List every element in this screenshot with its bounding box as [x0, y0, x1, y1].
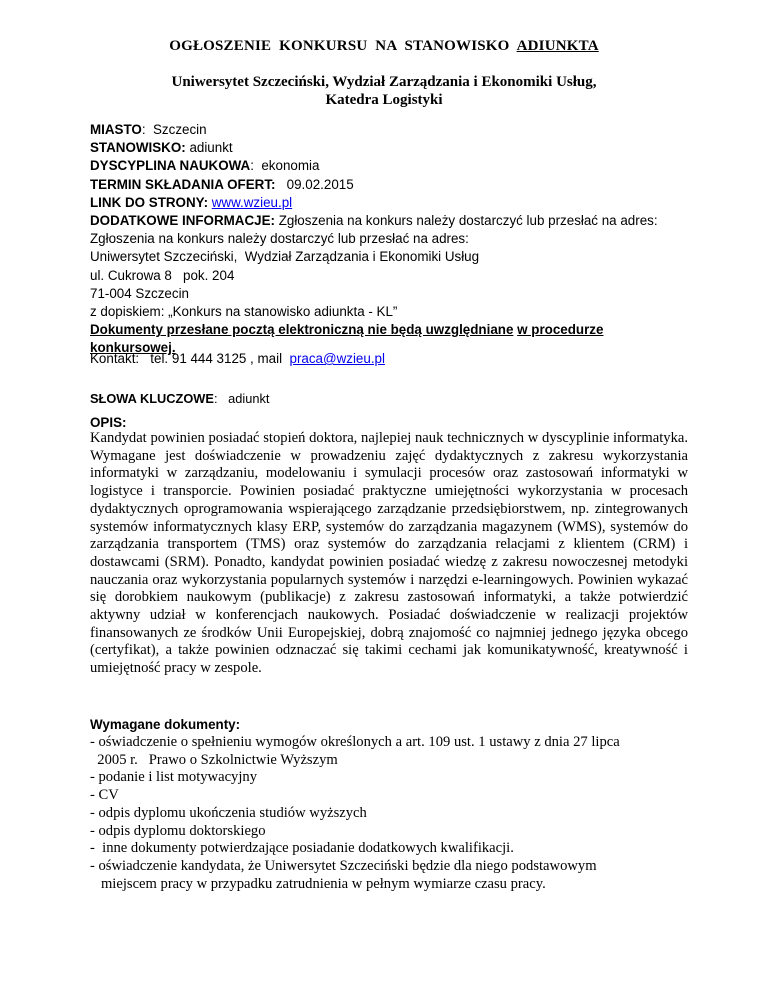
deadline-label: TERMIN SKŁADANIA OFERT: — [90, 176, 276, 192]
department-name: Katedra Logistyki — [325, 92, 443, 108]
position-value: adiunkt — [185, 140, 233, 156]
list-item: - oświadczenie o spełnieniu wymogów określonych a art. 109 ust. 1 ustawy z dnia 27 lipca — [90, 734, 620, 750]
keywords-row — [90, 391, 269, 406]
website-link[interactable]: www.wzieu.pl — [211, 194, 293, 210]
address-line: Uniwersytet Szczeciński, Wydział Zarządzania i Ekonomiki Usług — [90, 249, 480, 265]
documents-list — [90, 734, 690, 893]
notice-part-3: konkursowej. — [90, 340, 176, 356]
link-row — [90, 194, 690, 212]
extra-info-label: DODATKOWE INFORMACJE: — [90, 213, 275, 229]
description-text: Kandydat powinien posiadać stopień doktora, najlepiej nauk technicznych w dyscyplinie informatyka. Wymagane jest doświadczenie w prowadzeniu zajęć dydaktycznych z zakresu wykorzystania informatyki w zarządzaniu, modelowaniu i symulacji procesów oraz zastosowań informatyki w logistyce i transporcie. Powinien posiadać praktyczne umiejętności wykorzystania w procesach dydaktycznych oprogramowania wspierającego zarządzanie przedsiębiorstwem, np. zintegrowanych systemów informatycznych klasy ERP, systemów do zarządzania magazynem (WMS), systemów do zarządzania transportem (TMS) oraz systemów do zarządzania relacjami z klientem (CRM) i dostawcami (SRM). Ponadto, kandydat powinien posiadać wiedzę z zakresu nowoczesnej metodyki nauczania oraz wykorzystania popularnych systemów i narzędzi e-learningowych. Powinien wykazać się dorobkiem naukowym (publikacje) z zakresu zastosowań informatyki, a także potwierdzić aktywny udział w konferencjach naukowych. Posiadać doświadczenie w realizacji projektów finansowanych ze środków Unii Europejskiej, dobrą znajomość co najmniej jednego języka obcego (certyfikat), a także powinien odznaczać się takimi cechami jak komunikatywność, kreatywność i umiejętność pracy w zespole. — [90, 430, 688, 677]
list-item: - CV — [90, 787, 119, 804]
university-name: Uniwersytet Szczeciński, Wydział Zarządzania i Ekonomiki Usług, — [171, 74, 597, 90]
keywords-label: SŁOWA KLUCZOWE — [90, 391, 214, 406]
list-item: - odpis dyplomu doktorskiego — [90, 822, 266, 839]
list-item: miejscem pracy w przypadku zatrudnienia w pełnym wymiarze czasu pracy. — [90, 875, 546, 892]
position-row — [90, 139, 690, 157]
notice-part-1: Dokumenty przesłane pocztą elektroniczną nie będą uwzględniane — [90, 322, 514, 338]
description-label: OPIS: — [90, 415, 127, 430]
keywords-value: : adiunkt — [213, 391, 270, 406]
list-item: - podanie i list motywacyjny — [90, 769, 257, 786]
link-label: LINK DO STRONY: — [90, 194, 209, 210]
info-block — [90, 121, 690, 358]
list-item: - inne dokumenty potwierdzające posiadanie dodatkowych kwalifikacji. — [90, 840, 514, 857]
title-position: ADIUNKTA — [516, 38, 599, 54]
list-item: - oświadczenie kandydata, że Uniwersytet Szczeciński będzie dla niego podstawowym — [90, 857, 597, 874]
city-row — [90, 121, 690, 139]
page-title — [0, 38, 768, 55]
email-link[interactable]: praca@wzieu.pl — [289, 351, 385, 366]
address-line: 71-004 Szczecin — [90, 285, 189, 301]
city-label: MIASTO — [90, 122, 142, 137]
position-label: STANOWISKO: — [90, 140, 186, 156]
discipline-row — [90, 157, 690, 175]
discipline-label: DYSCYPLINA NAUKOWA — [90, 158, 251, 174]
city-value: : Szczecin — [141, 122, 207, 137]
discipline-value: : ekonomia — [250, 158, 320, 174]
address-line: ul. Cukrowa 8 pok. 204 — [90, 267, 235, 283]
deadline-row — [90, 176, 690, 194]
address-line: Zgłoszenia na konkurs należy dostarczyć lub przesłać na adres: — [90, 231, 469, 247]
list-item: 2005 r. Prawo o Szkolnictwie Wyższym — [90, 751, 338, 768]
extra-info-value: Zgłoszenia na konkurs należy dostarczyć lub przesłać na adres: — [274, 213, 658, 229]
deadline-value: 09.02.2015 — [275, 176, 354, 192]
documents-label: Wymagane dokumenty: — [90, 717, 241, 732]
title-prefix: OGŁOSZENIE KONKURSU NA STANOWISKO — [169, 38, 517, 54]
notice-part-2: w procedurze — [517, 322, 604, 338]
contact-row — [90, 351, 385, 366]
address-line: z dopiskiem: „Konkurs na stanowisko adiunkta - KL” — [90, 304, 398, 320]
extra-info-row — [90, 212, 690, 230]
institution-header — [0, 73, 768, 109]
contact-prefix: Kontakt: tel. 91 444 3125 , mail — [90, 351, 290, 366]
list-item: - odpis dyplomu ukończenia studiów wyższych — [90, 804, 367, 821]
